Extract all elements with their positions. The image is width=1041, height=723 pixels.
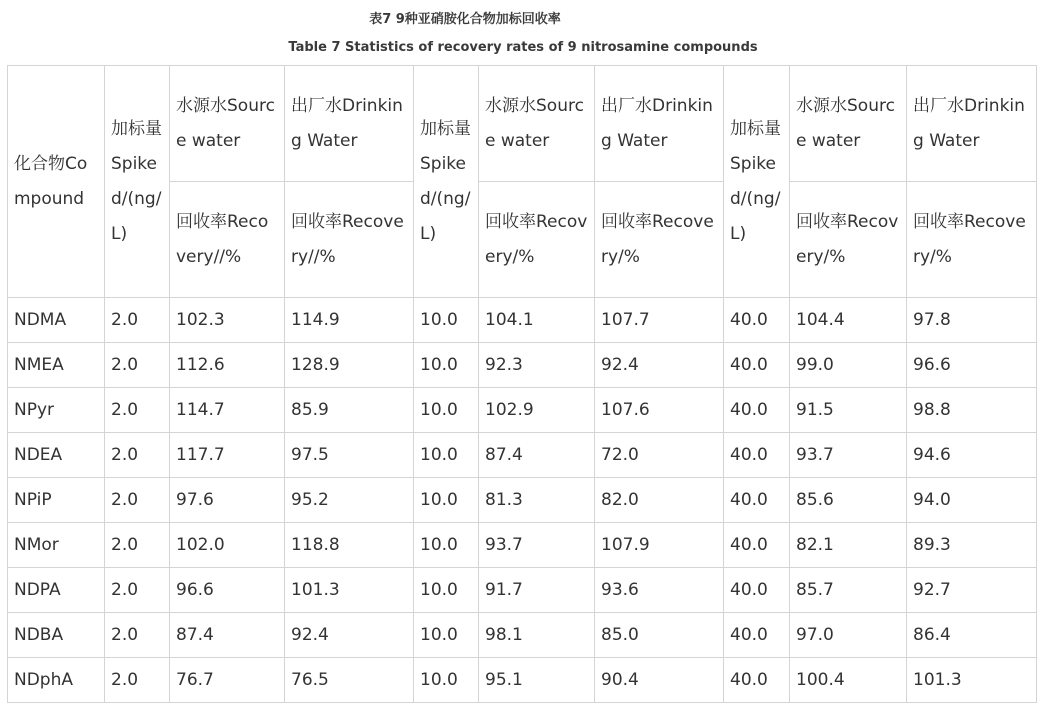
recovery-cell: 97.6 xyxy=(170,478,285,523)
compound-cell: NPyr xyxy=(8,388,105,433)
spiked-cell: 10.0 xyxy=(414,478,479,523)
recovery-cell: 93.7 xyxy=(479,523,595,568)
recovery-cell: 81.3 xyxy=(479,478,595,523)
recovery-cell: 85.0 xyxy=(595,613,724,658)
spiked-cell: 10.0 xyxy=(414,343,479,388)
header-drinking-water-3: 出厂水Drinking Water xyxy=(907,66,1037,182)
recovery-cell: 117.7 xyxy=(170,433,285,478)
spiked-cell: 2.0 xyxy=(105,433,170,478)
recovery-cell: 104.4 xyxy=(790,298,907,343)
header-recovery-drinking-3: 回收率Recovery/% xyxy=(907,182,1037,298)
header-recovery-source-1: 回收率Recovery//% xyxy=(170,182,285,298)
recovery-cell: 76.5 xyxy=(285,658,414,703)
spiked-cell: 2.0 xyxy=(105,478,170,523)
recovery-table xyxy=(7,65,1037,703)
recovery-cell: 97.0 xyxy=(790,613,907,658)
recovery-cell: 100.4 xyxy=(790,658,907,703)
compound-cell: NDphA xyxy=(8,658,105,703)
spiked-cell: 40.0 xyxy=(724,658,790,703)
header-recovery-source-3: 回收率Recovery/% xyxy=(790,182,907,298)
spiked-cell: 40.0 xyxy=(724,433,790,478)
recovery-cell: 82.0 xyxy=(595,478,724,523)
spiked-cell: 2.0 xyxy=(105,568,170,613)
recovery-cell: 87.4 xyxy=(170,613,285,658)
header-source-water-3: 水源水Source water xyxy=(790,66,907,182)
compound-cell: NDEA xyxy=(8,433,105,478)
table-row xyxy=(8,568,1037,613)
recovery-cell: 85.9 xyxy=(285,388,414,433)
recovery-cell: 98.1 xyxy=(479,613,595,658)
spiked-cell: 10.0 xyxy=(414,613,479,658)
recovery-cell: 114.9 xyxy=(285,298,414,343)
recovery-cell: 89.3 xyxy=(907,523,1037,568)
recovery-cell: 107.6 xyxy=(595,388,724,433)
spiked-cell: 2.0 xyxy=(105,613,170,658)
recovery-cell: 96.6 xyxy=(907,343,1037,388)
header-compound: 化合物Compound xyxy=(8,66,105,298)
header-spiked-2: 加标量Spiked/(ng/L) xyxy=(414,66,479,298)
spiked-cell: 40.0 xyxy=(724,343,790,388)
spiked-cell: 2.0 xyxy=(105,388,170,433)
spiked-cell: 2.0 xyxy=(105,343,170,388)
spiked-cell: 2.0 xyxy=(105,298,170,343)
recovery-cell: 76.7 xyxy=(170,658,285,703)
header-spiked-3: 加标量Spiked/(ng/L) xyxy=(724,66,790,298)
recovery-cell: 114.7 xyxy=(170,388,285,433)
recovery-cell: 82.1 xyxy=(790,523,907,568)
spiked-cell: 40.0 xyxy=(724,568,790,613)
recovery-cell: 92.3 xyxy=(479,343,595,388)
recovery-cell: 107.7 xyxy=(595,298,724,343)
header-drinking-water-2: 出厂水Drinking Water xyxy=(595,66,724,182)
spiked-cell: 10.0 xyxy=(414,298,479,343)
header-source-water-2: 水源水Source water xyxy=(479,66,595,182)
recovery-cell: 72.0 xyxy=(595,433,724,478)
table-row xyxy=(8,613,1037,658)
recovery-cell: 107.9 xyxy=(595,523,724,568)
header-recovery-drinking-2: 回收率Recovery/% xyxy=(595,182,724,298)
recovery-cell: 104.1 xyxy=(479,298,595,343)
recovery-cell: 91.5 xyxy=(790,388,907,433)
compound-cell: NMor xyxy=(8,523,105,568)
recovery-cell: 96.6 xyxy=(170,568,285,613)
header-source-water-1: 水源水Source water xyxy=(170,66,285,182)
spiked-cell: 10.0 xyxy=(414,568,479,613)
recovery-cell: 102.3 xyxy=(170,298,285,343)
recovery-cell: 85.7 xyxy=(790,568,907,613)
recovery-cell: 92.7 xyxy=(907,568,1037,613)
table-row xyxy=(8,298,1037,343)
table-row xyxy=(8,523,1037,568)
spiked-cell: 40.0 xyxy=(724,388,790,433)
spiked-cell: 40.0 xyxy=(724,523,790,568)
compound-cell: NDPA xyxy=(8,568,105,613)
recovery-cell: 112.6 xyxy=(170,343,285,388)
recovery-cell: 94.0 xyxy=(907,478,1037,523)
recovery-cell: 94.6 xyxy=(907,433,1037,478)
table-row xyxy=(8,433,1037,478)
header-recovery-drinking-1: 回收率Recovery//% xyxy=(285,182,414,298)
compound-cell: NPiP xyxy=(8,478,105,523)
recovery-cell: 90.4 xyxy=(595,658,724,703)
compound-cell: NDBA xyxy=(8,613,105,658)
recovery-cell: 85.6 xyxy=(790,478,907,523)
header-drinking-water-1: 出厂水Drinking Water xyxy=(285,66,414,182)
header-row-top xyxy=(8,66,1037,182)
table-row xyxy=(8,343,1037,388)
recovery-cell: 98.8 xyxy=(907,388,1037,433)
recovery-cell: 118.8 xyxy=(285,523,414,568)
recovery-cell: 102.0 xyxy=(170,523,285,568)
table-row xyxy=(8,388,1037,433)
recovery-cell: 101.3 xyxy=(285,568,414,613)
table-title-english: Table 7 Statistics of recovery rates of 9 nitrosamine compounds xyxy=(288,40,758,55)
recovery-cell: 92.4 xyxy=(285,613,414,658)
recovery-cell: 86.4 xyxy=(907,613,1037,658)
spiked-cell: 10.0 xyxy=(414,388,479,433)
recovery-cell: 91.7 xyxy=(479,568,595,613)
spiked-cell: 2.0 xyxy=(105,523,170,568)
spiked-cell: 10.0 xyxy=(414,523,479,568)
recovery-cell: 87.4 xyxy=(479,433,595,478)
spiked-cell: 10.0 xyxy=(414,658,479,703)
spiked-cell: 40.0 xyxy=(724,478,790,523)
spiked-cell: 10.0 xyxy=(414,433,479,478)
recovery-cell: 92.4 xyxy=(595,343,724,388)
spiked-cell: 2.0 xyxy=(105,658,170,703)
recovery-cell: 101.3 xyxy=(907,658,1037,703)
table-title-chinese: 表7 9种亚硝胺化合物加标回收率 xyxy=(369,12,561,27)
spiked-cell: 40.0 xyxy=(724,298,790,343)
recovery-cell: 93.7 xyxy=(790,433,907,478)
recovery-cell: 95.2 xyxy=(285,478,414,523)
compound-cell: NMEA xyxy=(8,343,105,388)
header-spiked-1: 加标量Spiked/(ng/L) xyxy=(105,66,170,298)
recovery-cell: 97.5 xyxy=(285,433,414,478)
recovery-cell: 97.8 xyxy=(907,298,1037,343)
recovery-cell: 128.9 xyxy=(285,343,414,388)
compound-cell: NDMA xyxy=(8,298,105,343)
recovery-cell: 99.0 xyxy=(790,343,907,388)
recovery-cell: 93.6 xyxy=(595,568,724,613)
recovery-cell: 102.9 xyxy=(479,388,595,433)
table-row xyxy=(8,478,1037,523)
table-row xyxy=(8,658,1037,703)
spiked-cell: 40.0 xyxy=(724,613,790,658)
header-recovery-source-2: 回收率Recovery/% xyxy=(479,182,595,298)
recovery-cell: 95.1 xyxy=(479,658,595,703)
